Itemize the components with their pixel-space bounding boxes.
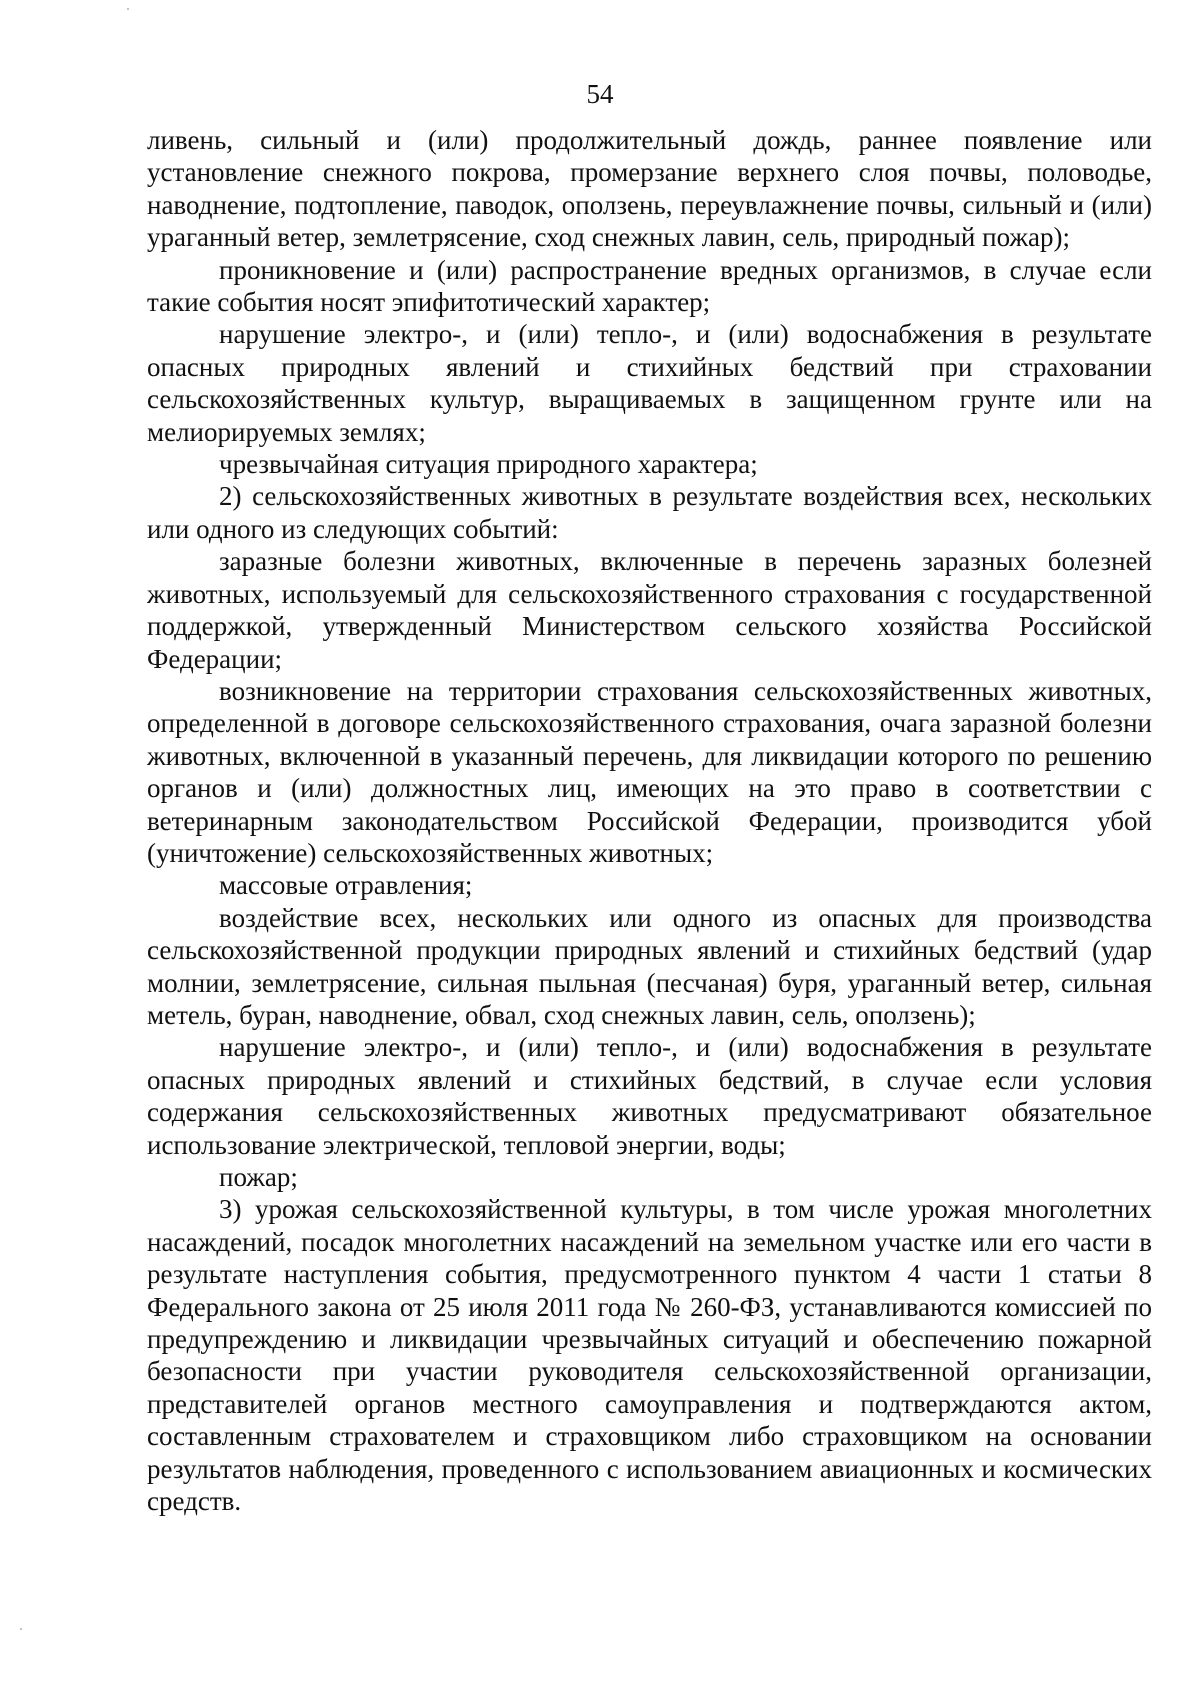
paragraph: ливень, сильный и (или) продолжительный дождь, раннее появление или установление снежного покрова, промерзание верхнего слоя почвы, половодье, наводнение, подтопление, паводок, оползень, переувлажнение почвы, сильный и (или) ураганный ветер, землетрясение, сход снежных лавин, сель, природный пожар); (147, 125, 1152, 253)
document-body (147, 124, 1152, 1517)
paragraph: нарушение электро-, и (или) тепло-, и (или) водоснабжения в результате опасных природных явлений и стихийных бедствий, в случае если условия содержания сельскохозяйственных животных предусматривают обязательное использование электрической, тепловой энергии, воды; (147, 1032, 1152, 1160)
paragraph: пожар; (219, 1162, 298, 1192)
paragraph: возникновение на территории страхования сельскохозяйственных животных, определенной в договоре сельскохозяйственного страхования, очага заразной болезни животных, включенной в указанный перечень, для ликвидации которого по решению органов и (или) должностных лиц, имеющих на это право в соответствии с ветеринарным законодательством Российской Федерации, производится убой (уничтожение) сельскохозяйственных животных; (147, 675, 1152, 868)
paragraph: массовые отравления; (219, 870, 473, 901)
paragraph: проникновение и (или) распространение вредных организмов, в случае если такие события носят эпифитотический характер; (147, 254, 1152, 318)
paragraph: 3) урожая сельскохозяйственной культуры, в том числе урожая многолетних насаждений, посадок многолетних насаждений на земельном участке или его части в результате наступления события, предусмотренного пунктом 4 части 1 статьи 8 Федерального закона от 25 июля 2011 года № 260-ФЗ, устанавливаются комиссией по предупреждению и ликвидации чрезвычайных ситуаций и обеспечению пожарной безопасности при участии руководителя сельскохозяйственной организации, представителей органов местного самоуправления и подтверждаются актом, составленным страхователем и страховщиком либо страховщиком на основании результатов наблюдения, проведенного с использованием авиационных и космических средств. (147, 1194, 1152, 1517)
paragraph: 2) сельскохозяйственных животных в результате воздействия всех, нескольких или одного из следующих событий: (147, 481, 1152, 544)
page-number: 54 (586, 79, 614, 109)
paragraph: воздействие всех, нескольких или одного из опасных для производства сельскохозяйственной продукции природных явлений и стихийных бедствий (удар молнии, землетрясение, сильная пыльная (песчаная) буря, ураганный ветер, сильная метель, буран, наводнение, обвал, сход снежных лавин, сель, оползень); (147, 902, 1152, 1030)
paragraph: чрезвычайная ситуация природного характера; (219, 449, 758, 480)
paragraph: нарушение электро-, и (или) тепло-, и (или) водоснабжения в результате опасных природных явлений и стихийных бедствий при страховании сельскохозяйственных культур, выращиваемых в защищенном грунте или на мелиорируемых землях; (147, 319, 1152, 447)
paragraph: заразные болезни животных, включенные в перечень заразных болезней животных, используемый для сельскохозяйственного страхования с государственной поддержкой, утвержденный Министерством сельского хозяйства Российской Федерации; (147, 546, 1152, 674)
scan-speck (127, 8, 129, 10)
scan-speck (20, 1628, 22, 1630)
